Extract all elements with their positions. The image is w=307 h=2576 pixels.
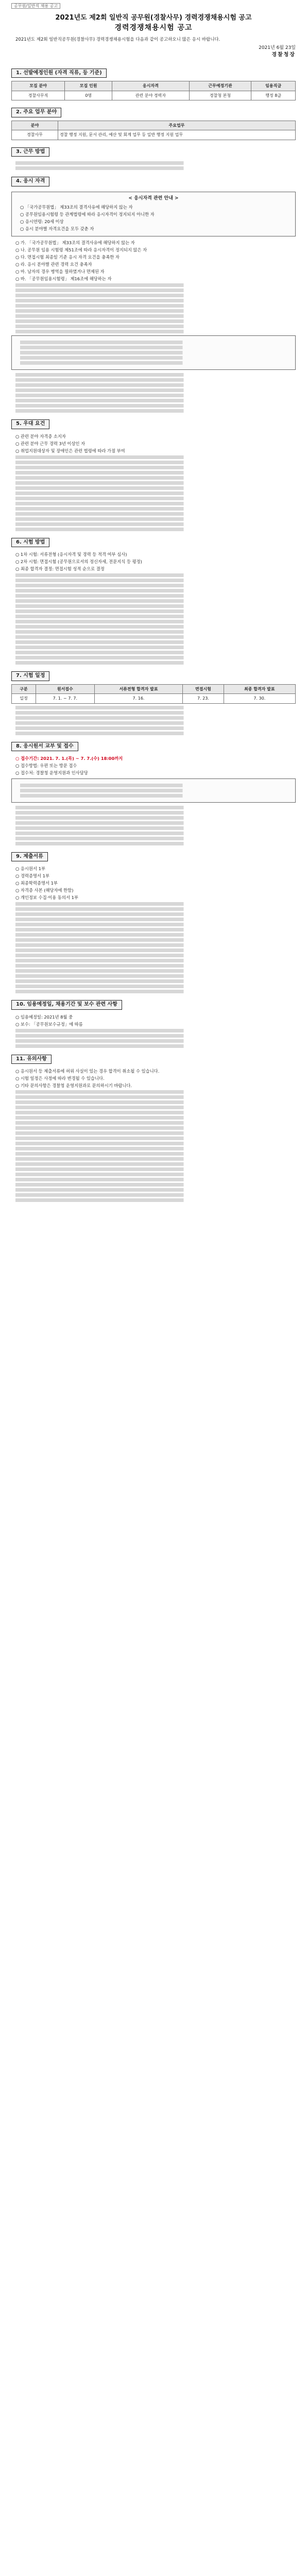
text-line [15,912,296,916]
list-item: ○ 기타 문의사항은 경찰청 운영지원과로 문의하시기 바랍니다. [15,1083,132,1089]
table-cell: 경찰사무 [12,130,58,140]
text-line [15,928,296,931]
text-line [15,656,296,659]
text-line [15,933,296,937]
text-line [15,394,296,397]
text-line [15,512,296,516]
text-line [15,579,296,582]
section-9-list [11,866,296,901]
text-line [15,902,296,906]
intro-text: 2021년도 제2회 일반직공무원(경찰사무) 경력경쟁채용시험을 다음과 같이 공고하오니 많은 응시 바랍니다. [15,37,220,42]
section-5-heading: 5. 우대 요건 [11,419,49,429]
eligibility-panel [11,192,296,236]
text-line [15,522,296,526]
text-line [15,620,296,623]
text-line [15,651,296,654]
list-item: ○ 가. 「국가공무원법」 제33조의 결격사유에 해당하지 않는 자 [15,240,135,246]
text-line [20,789,291,792]
list-item: ○ 응시연령: 20세 이상 [20,219,64,225]
text-line [15,314,296,318]
section-1-heading: 1. 선발예정인원 (자격 직류, 등 기준) [11,69,107,78]
text-line [20,351,291,354]
table-header: 모집 인원 [65,81,112,91]
text-line [20,346,291,349]
list-item: ○ 응시 분야별 자격요건을 모두 갖춘 자 [20,226,94,232]
text-line [15,1126,296,1130]
list-item: ○ 임용예정일: 2021년 8월 중 [15,1014,73,1020]
recruit-table [11,81,296,100]
list-item: ○ 2차 시험: 면접시험 (공무원으로서의 정신자세, 전문지식 등 평정) [15,559,142,565]
list-item: ○ 최종 합격자 결정: 면접시험 성적 순으로 결정 [15,566,105,572]
text-line [15,721,296,725]
section-8-heading: 8. 응시원서 교부 및 접수 [11,742,78,752]
text-line [15,923,296,926]
text-line [15,388,296,392]
text-line [15,399,296,402]
section-4-list [11,240,296,282]
text-line [15,969,296,973]
text-line [20,341,291,344]
text-line [15,842,296,845]
text-line [15,507,296,511]
text-line [15,1167,296,1171]
text-line [15,706,296,709]
text-line [15,1188,296,1192]
date-line: 2021년 6월 23일 [259,45,296,51]
text-line [15,907,296,911]
text-line [15,309,296,313]
list-item: ○ 접수처: 경찰청 운영지원과 인사담당 [15,770,88,776]
table-cell: 7. 30. [224,694,295,704]
list-item: ○ 관련 분야 자격증 소지자 [15,433,66,439]
list-item: ○ 시험 일정은 사정에 따라 변경될 수 있습니다. [15,1076,105,1081]
schedule-table [11,684,296,704]
text-line [15,319,296,323]
text-line [15,1198,296,1202]
table-header: 최종 합격자 발표 [224,684,295,694]
text-line [15,294,296,297]
text-line [15,466,296,469]
section-7-heading: 7. 시험 일정 [11,671,49,681]
text-line [15,1121,296,1125]
text-line [15,711,296,715]
text-line [15,461,296,464]
table-cell: 0명 [65,91,112,100]
text-line [15,471,296,474]
table-header: 근무예정기관 [189,81,251,91]
section-6-heading: 6. 시험 방법 [11,538,49,548]
list-item: ○ 1차 시험: 서류전형 (응시자격 및 경력 등 적격 여부 심사) [15,552,127,557]
text-line [15,1137,296,1140]
text-line [15,1111,296,1114]
text-line [15,979,296,983]
text-line [15,404,296,408]
text-line [15,1039,296,1043]
text-line [15,640,296,644]
table-header: 임용직급 [251,81,296,91]
table-cell: 7. 1. ~ 7. 7. [36,694,94,704]
list-item: ○ 경력증명서 1부 [15,873,49,879]
text-line [15,299,296,302]
table-cell: 경찰 행정 지원, 문서 관리, 예산 및 회계 업무 등 일반 행정 지원 업무 [58,130,296,140]
section-10-list [11,1014,296,1027]
text-line [15,806,296,809]
table-header: 분야 [12,121,58,130]
text-line [15,821,296,825]
title-line-1: 2021년도 제2회 일반직 공무원(경찰사무) 경력경쟁채용시험 공고 [55,13,252,22]
text-line [15,635,296,639]
text-line [15,283,296,287]
text-line [15,630,296,634]
table-header: 응시자격 [112,81,190,91]
text-line [15,304,296,308]
text-line [15,954,296,957]
title-line-2: 경력경쟁채용시험 공고 [114,24,193,32]
list-item: ○ 접수방법: 우편 또는 방문 접수 [15,763,77,769]
table-row [12,694,296,704]
notice-panel [11,778,296,803]
text-line [15,716,296,720]
text-line [15,959,296,962]
panel-title: < 응시자격 관련 안내 > [128,195,179,201]
text-line [15,594,296,598]
text-line [15,1183,296,1187]
list-item: ○ 최종학력증명서 1부 [15,880,58,886]
text-line [15,609,296,613]
section-2-heading: 2. 주요 업무 분야 [11,108,61,117]
text-line [15,589,296,592]
text-line [15,599,296,603]
text-line [15,161,296,165]
text-line [15,1157,296,1161]
section-11-list [11,1068,296,1089]
text-line [15,1193,296,1197]
list-item: ○ 보수: 「공무원보수규정」에 따름 [15,1021,83,1027]
text-line [15,492,296,495]
section-11-heading: 11. 유의사항 [11,1055,52,1064]
text-line [15,1044,296,1048]
table-cell: 7. 16. [94,694,183,704]
text-line [15,409,296,413]
text-line [15,1131,296,1135]
table-cell: 경찰청 본청 [189,91,251,100]
table-row [12,130,296,140]
text-line [15,625,296,629]
text-line [15,1090,296,1094]
notice-panel [11,335,296,370]
list-item: ○ 공무원임용시험령 등 관계법령에 따라 응시자격이 정지되지 아니한 자 [20,212,155,217]
text-line [20,356,291,360]
table-header: 구분 [12,684,36,694]
text-line [15,476,296,480]
table-header: 서류전형 합격자 발표 [94,684,183,694]
section-8-list [11,755,296,776]
table-header: 주요업무 [58,121,296,130]
text-line [15,1147,296,1150]
text-line [15,604,296,608]
duty-table [11,121,296,140]
text-line [15,732,296,735]
text-line [15,943,296,947]
text-line [15,811,296,815]
list-item: ○ 「국가공무원법」 제33조의 결격사유에 해당하지 않는 자 [20,205,133,210]
text-line [15,974,296,978]
text-line [15,661,296,665]
text-line [15,373,296,377]
table-header: 원서접수 [36,684,94,694]
list-item: ○ 접수기간: 2021. 7. 1.(목) ~ 7. 7.(수) 18:00까지 [15,756,123,761]
text-line [15,948,296,952]
section-6-list [11,551,296,572]
list-item: ○ 라. 응시 분야별 관련 경력 요건 충족자 [15,262,92,267]
text-line [15,528,296,531]
table-header: 면접시험 [183,684,224,694]
text-line [15,1034,296,1038]
text-line [15,1029,296,1032]
text-line [15,455,296,459]
text-line [15,1106,296,1109]
text-line [15,964,296,968]
panel-list [16,204,291,232]
doc-tag: 공무원/일반직 채용 공고 [11,3,296,9]
list-item: ○ 관련 분야 근무 경력 3년 이상인 자 [15,440,86,446]
title-block [11,13,296,33]
text-line [15,497,296,500]
text-line [15,646,296,649]
table-cell: 관련 분야 경력자 [112,91,190,100]
section-9-heading: 9. 제출서류 [11,852,48,862]
text-line [15,826,296,830]
text-line [20,361,291,365]
text-line [15,837,296,840]
text-line [15,486,296,490]
text-line [15,502,296,505]
table-cell: 7. 23. [183,694,224,704]
list-item: ○ 응시원서 1부 [15,866,45,871]
text-line [15,1095,296,1099]
text-line [15,378,296,382]
table-cell: 일정 [12,694,36,704]
org-line: 경찰청장 [271,52,296,58]
text-line [15,1173,296,1176]
text-line [20,784,291,787]
text-line [15,726,296,730]
text-line [15,481,296,485]
announcement-page [0,0,307,1211]
section-10-heading: 10. 임용예정일, 채용기간 및 보수 관련 사항 [11,1000,122,1010]
list-item: ○ 취업지원대상자 및 장애인은 관련 법령에 따라 가점 부여 [15,448,125,453]
text-line [15,325,296,328]
text-line [15,918,296,921]
text-line [20,794,291,798]
text-line [15,573,296,577]
text-line [15,330,296,333]
table-row [12,91,296,100]
section-3-heading: 3. 근무 방법 [11,147,49,157]
text-line [15,584,296,587]
list-item: ○ 다. 면접시험 최종일 기준 응시 자격 요건을 충족한 자 [15,255,120,260]
text-line [15,166,296,170]
text-line [15,615,296,618]
list-item: ○ 자격증 사본 (해당자에 한함) [15,888,74,893]
section-4-heading: 4. 응시 자격 [11,177,49,187]
list-item: ○ 개인정보 수집·이용 동의서 1부 [15,895,78,901]
table-cell: 행정 8급 [251,91,296,100]
text-line [15,985,296,988]
text-line [15,1152,296,1156]
text-line [15,1178,296,1181]
text-line [15,383,296,387]
table-cell: 경찰사무직 [12,91,65,100]
text-line [15,1100,296,1104]
text-line [15,1142,296,1145]
text-line [15,289,296,292]
text-line [15,832,296,835]
table-header: 모집 분야 [12,81,65,91]
text-line [15,1162,296,1166]
text-line [15,938,296,942]
list-item: ○ 응시원서 등 제출서류에 허위 사실이 있는 경우 합격이 취소될 수 있습니다. [15,1069,160,1074]
list-item: ○ 바. 「공무원임용시험령」 제16조에 해당하는 자 [15,276,112,282]
text-line [15,1116,296,1120]
list-item: ○ 나. 공무원 임용 시험령 제51조에 따라 응시자격이 정지되지 않은 자 [15,247,147,253]
text-line [15,990,296,993]
text-line [15,517,296,521]
text-line [15,816,296,820]
list-item: ○ 마. 남자의 경우 병역을 필하였거나 면제된 자 [15,269,105,275]
section-5-list [11,433,296,454]
